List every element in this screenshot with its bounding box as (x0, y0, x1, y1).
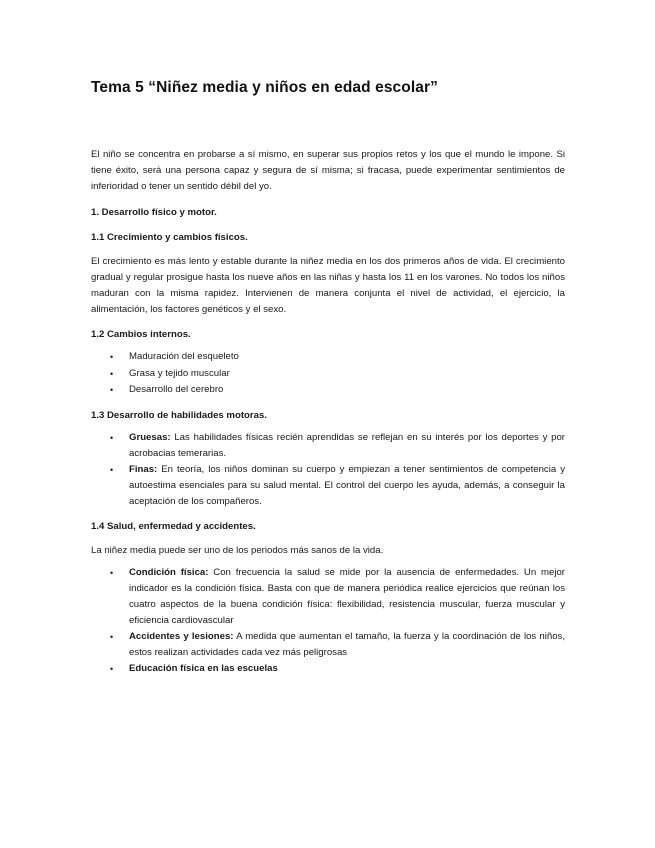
list-item (91, 565, 565, 629)
list-item-text: En teoría, los niños dominan su cuerpo y empiezan a tener sentimientos de competencia y autoestima esenciales para su salud mental. El control del cuerpo les ayuda, además, a conseguir la aceptación de los compañeros. (129, 463, 565, 507)
bullet-icon: • (110, 352, 114, 362)
internal-changes-list (91, 349, 565, 399)
bullet-icon: • (110, 567, 114, 578)
document-title: Tema 5 “Niñez media y niños en edad escolar” (91, 79, 438, 96)
list-item-text: Grasa y tejido muscular (129, 367, 230, 379)
bullet-icon: • (110, 663, 114, 674)
list-item-text: Las habilidades físicas recién aprendidas se reflejan en su interés por los deportes y por acrobacias temerarias. (129, 431, 565, 459)
list-item (91, 366, 565, 383)
list-item (91, 430, 565, 462)
document-content (91, 78, 565, 677)
section-1-1-paragraph: El crecimiento es más lento y estable durante la niñez media en los dos primeros años de vida. El crecimiento gradual y regular prosigue hasta los nueve años en las niñas y hasta los 11 en los varones. No todos los niños maduran con la misma rapidez. Intervienen de manera conjunta el nivel de actividad, el ejercicio, la alimentación, los factores genéticos y el sexo. (91, 256, 565, 315)
list-item (91, 629, 565, 661)
list-item (91, 382, 565, 399)
health-list (91, 565, 565, 677)
section-1-heading: 1. Desarrollo físico y motor. (91, 207, 217, 218)
list-item-lead: Finas: (129, 463, 158, 475)
list-item (91, 462, 565, 510)
bullet-icon: • (110, 432, 114, 443)
section-1-4-heading: 1.4 Salud, enfermedad y accidentes. (91, 520, 256, 532)
list-item-text: A medida que aumentan el tamaño, la fuerza y la coordinación de los niños, estos realizan actividades cada vez más peligrosas (129, 630, 565, 658)
list-item-text: Maduración del esqueleto (129, 351, 239, 362)
section-1-2-heading: 1.2 Cambios internos. (91, 329, 191, 340)
list-item (91, 661, 565, 677)
intro-paragraph: El niño se concentra en probarse a sí mismo, en superar sus propios retos y los que el mundo le impone. Si tiene éxito, será una persona capaz y segura de sí misma; si fracasa, puede experimentar sentimientos de inferioridad o tener un sentido débil del yo. (91, 149, 565, 192)
list-item-lead: Educación física en las escuelas (129, 662, 278, 674)
section-1-4-paragraph: La niñez media puede ser uno de los periodos más sanos de la vida. (91, 544, 384, 556)
section-1-3-heading: 1.3 Desarrollo de habilidades motoras. (91, 409, 267, 421)
list-item-lead: Accidentes y lesiones: (129, 630, 234, 642)
bullet-icon: • (110, 385, 114, 395)
list-item-lead: Condición física: (129, 566, 209, 578)
motor-skills-list (91, 430, 565, 510)
list-item-lead: Gruesas: (129, 431, 171, 443)
list-item-text: Con frecuencia la salud se mide por la ausencia de enfermedades. Un mejor indicador es la condición física. Basta con que de manera periódica realice ejercicios que reúnan los cuatro aspectos de la buena condición física: flexibilidad, resistencia muscular, fuerza muscular y eficiencia cardiovascular (129, 566, 565, 626)
section-1-1-heading: 1.1 Crecimiento y cambios físicos. (91, 232, 248, 243)
list-item-text: Desarrollo del cerebro (129, 384, 224, 395)
bullet-icon: • (110, 368, 114, 379)
list-item (91, 349, 565, 366)
bullet-icon: • (110, 631, 114, 642)
bullet-icon: • (110, 464, 114, 475)
